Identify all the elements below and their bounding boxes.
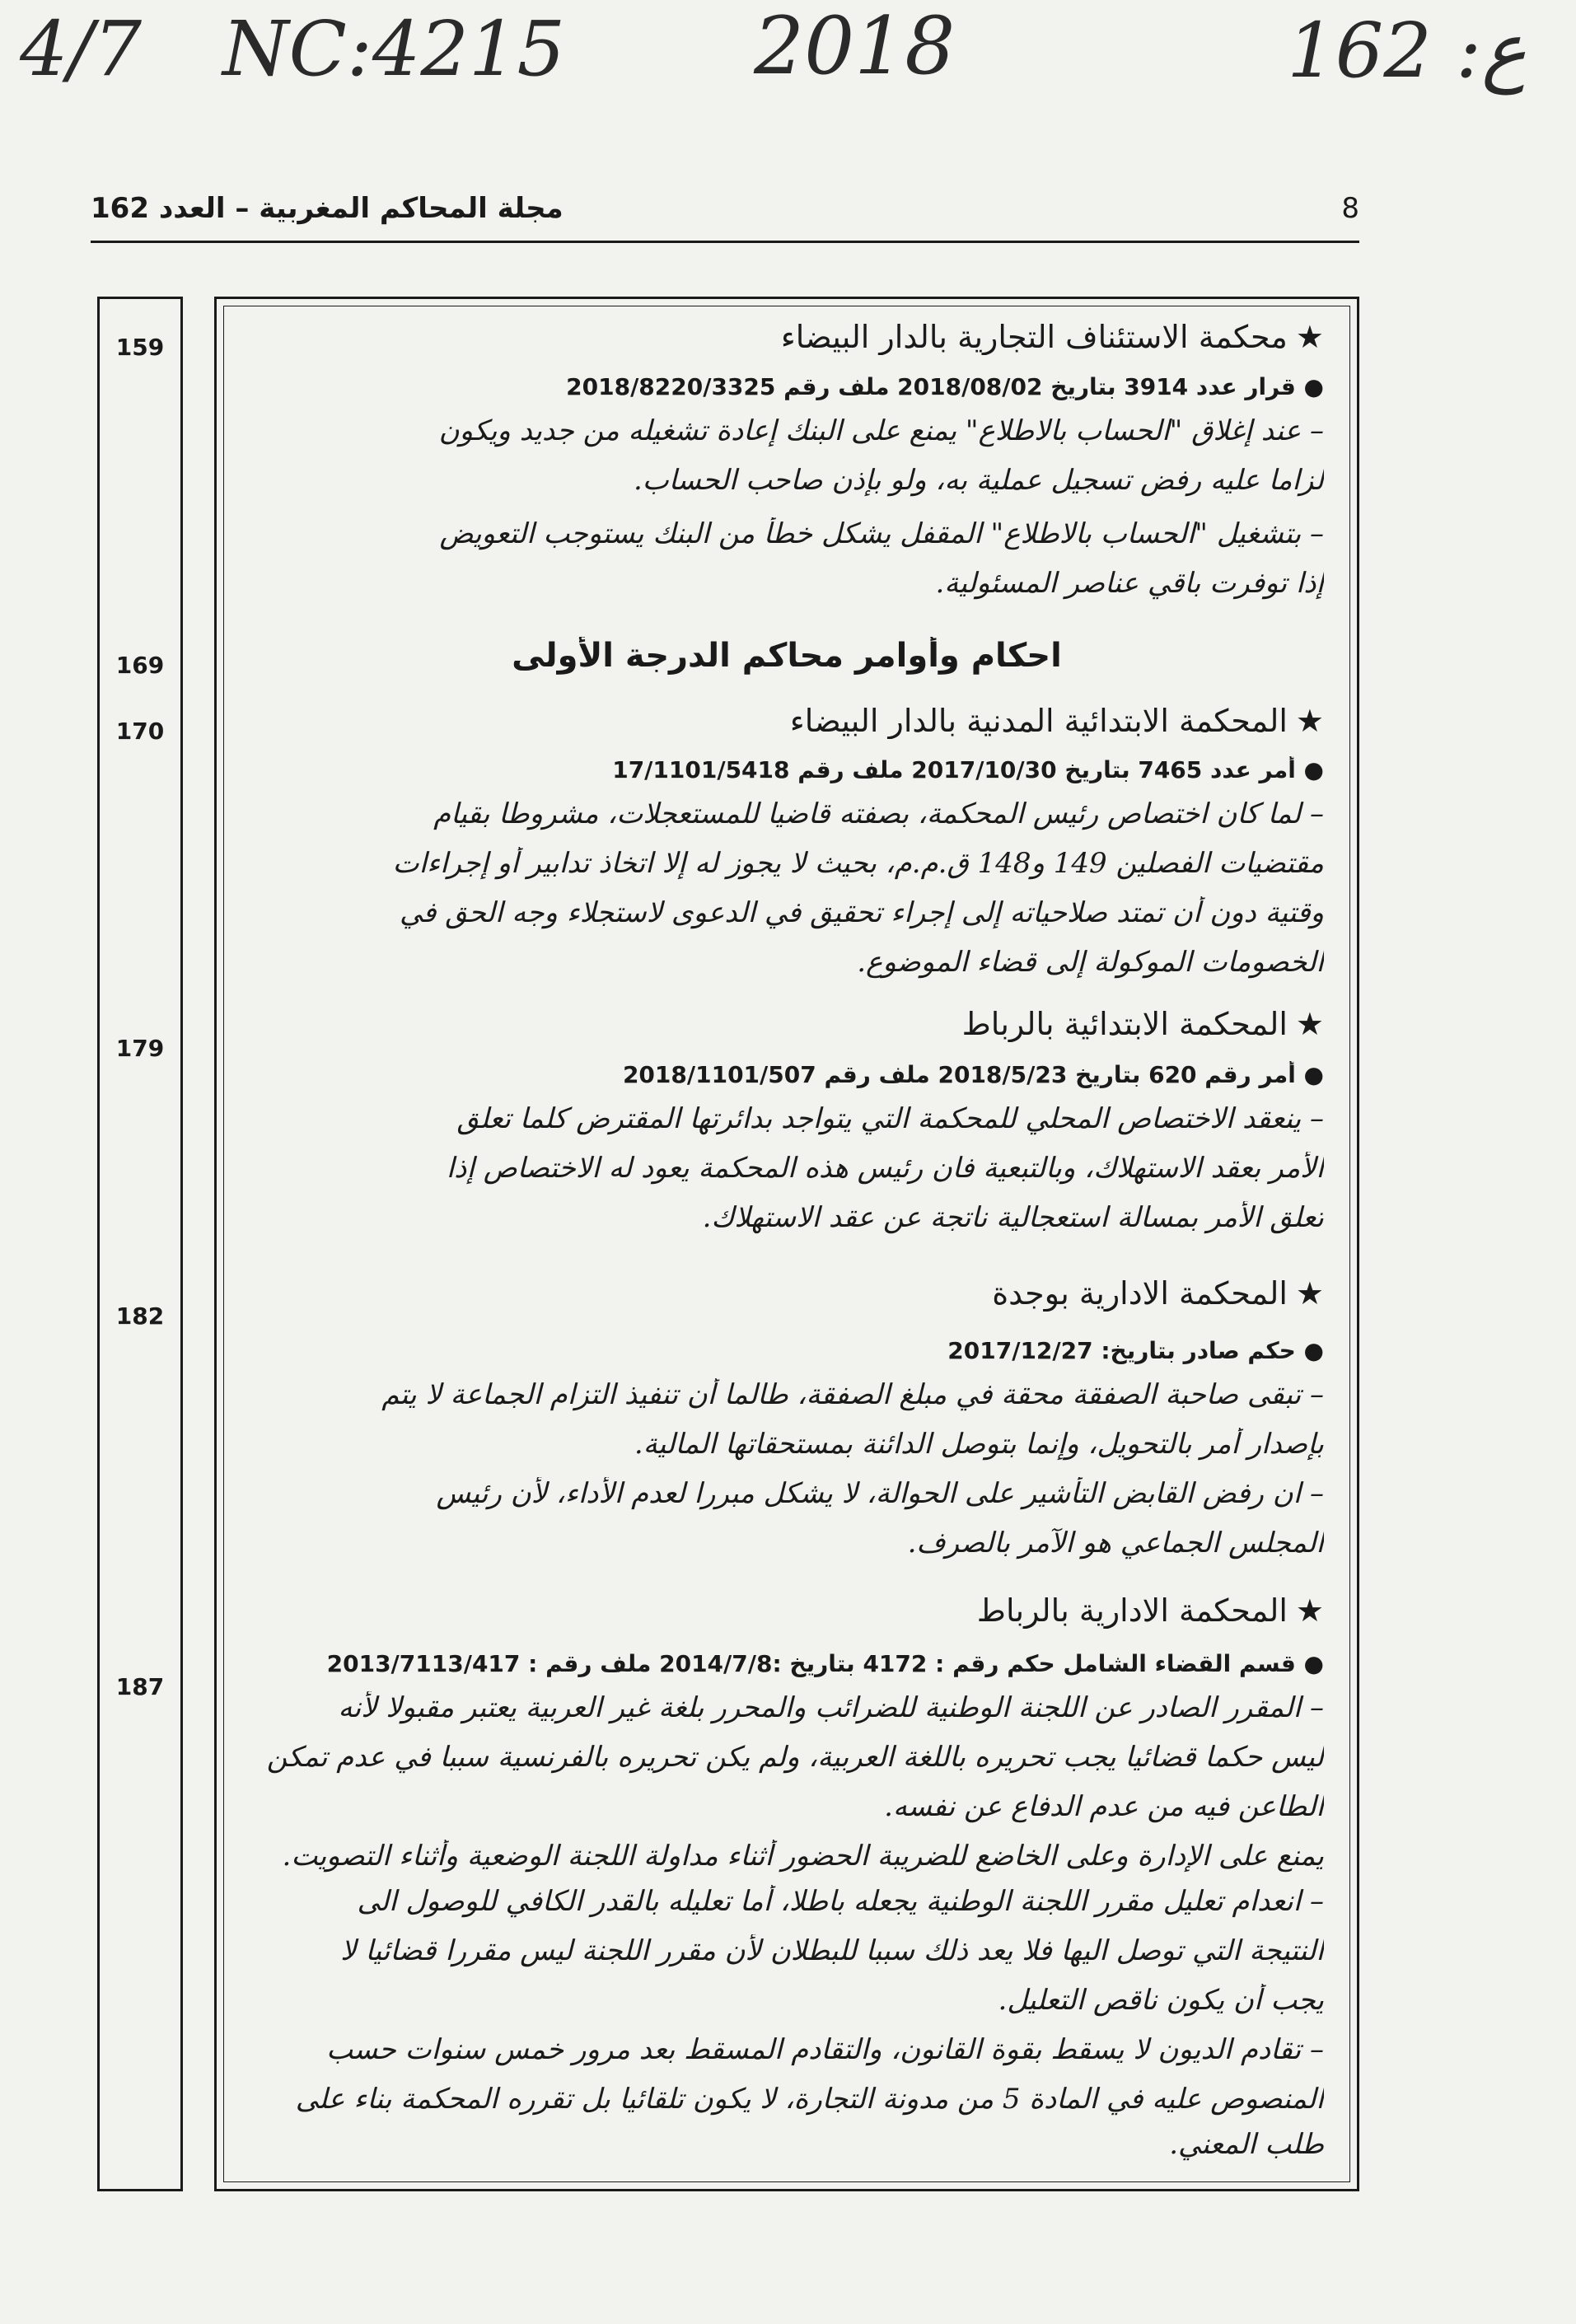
page-ref: 169: [115, 652, 165, 679]
summary-line: إذا توفرت باقي عناصر المسئولية.: [935, 567, 1324, 600]
summary-line: – ان رفض القابض التأشير على الحوالة، لا يشكل مبررا لعدم الأداء، لأن رئيس: [436, 1477, 1324, 1510]
court-name: ★المحكمة الابتدائية بالرباط: [961, 1006, 1324, 1042]
decision-ref: ● أمر عدد 7465 بتاريخ 2017/10/30 ملف رقم 17/1101/5418: [612, 756, 1324, 783]
summary-line: – تقادم الديون لا يسقط بقوة القانون، والتقادم المسقط بعد مرور خمس سنوات حسب: [326, 2033, 1324, 2066]
star-icon: ★: [1295, 319, 1324, 355]
page-number: 8: [1341, 192, 1359, 225]
decision-ref: ● أمر رقم 620 بتاريخ 2018/5/23 ملف رقم 2018/1101/507: [622, 1061, 1324, 1088]
page-ref: 182: [115, 1302, 165, 1330]
summary-line: النتيجة التي توصل اليها فلا يعد ذلك سببا للبطلان لأن مقرر اللجنة ليس مقررا قضائيا لا: [340, 1934, 1324, 1967]
summary-line: مقتضيات الفصلين 149 و148 ق.م.م، بحيث لا يجوز له إلا اتخاذ تدابير أو إجراءات: [392, 847, 1324, 880]
decision-ref: ● قسم القضاء الشامل حكم رقم : 4172 بتاريخ :2014/7/8 ملف رقم : 2013/7113/417: [326, 1650, 1324, 1677]
summary-line: – انعدام تعليل مقرر اللجنة الوطنية يجعله باطلا، أما تعليله بالقدر الكافي للوصول الى: [357, 1885, 1324, 1918]
summary-line: بإصدار أمر بالتحويل، وإنما بتوصل الدائنة بمستحقاتها المالية.: [634, 1428, 1324, 1461]
summary-line: – بتشغيل "الحساب بالاطلاع" المقفل يشكل خطأ من البنك يستوجب التعويض: [439, 517, 1324, 550]
star-icon: ★: [1295, 1006, 1324, 1042]
page-ref: 179: [115, 1035, 165, 1062]
handwritten-issue: ع: 162: [1287, 7, 1527, 95]
court-name: ★المحكمة الادارية بوجدة: [992, 1275, 1324, 1312]
running-header: [91, 185, 1359, 243]
page-ref: 170: [115, 718, 165, 745]
court-name: ★محكمة الاستئناف التجارية بالدار البيضاء: [780, 319, 1324, 355]
summary-line: – المقرر الصادر عن اللجنة الوطنية للضرائب والمحرر بلغة غير العربية يعتبر مقبولا لأنه: [338, 1691, 1324, 1724]
summary-line: الطاعن فيه من عدم الدفاع عن نفسه.: [884, 1790, 1324, 1823]
summary-line: – لما كان اختصاص رئيس المحكمة، بصفته قاضيا للمستعجلات، مشروطا بقيام: [433, 797, 1324, 830]
journal-title: مجلة المحاكم المغربية – العدد 162: [91, 192, 564, 225]
summary-line: طلب المعني.: [1169, 2128, 1324, 2161]
summary-line: وقتية دون أن تمتد صلاحياته إلى إجراء تحقيق في الدعوى لاستجلاء وجه الحق في: [399, 896, 1324, 929]
star-icon: ★: [1295, 1275, 1324, 1312]
star-icon: ★: [1295, 1592, 1324, 1629]
handwritten-nc-number: NC:4215: [222, 5, 566, 93]
handwritten-volume: 4/7: [20, 5, 143, 93]
summary-line: يمنع على الإدارة وعلى الخاضع للضريبة الحضور أثناء مداولة اللجنة الوضعية وأثناء التصويت.: [282, 1840, 1324, 1873]
summary-line: ليس حكما قضائيا يجب تحريره باللغة العربية، ولم يكن تحريره بالفرنسية سببا في عدم تمكن: [266, 1741, 1324, 1774]
court-name: ★المحكمة الادارية بالرباط: [976, 1592, 1324, 1629]
page-reference-column: [97, 297, 183, 2191]
summary-line: الأمر بعقد الاستهلاك، وبالتبعية فان رئيس هذه المحكمة يعود له الاختصاص إذا: [446, 1152, 1324, 1185]
summary-line: الخصومات الموكولة إلى قضاء الموضوع.: [857, 946, 1324, 979]
decision-ref: ● قرار عدد 3914 بتاريخ 2018/08/02 ملف رقم 2018/8220/3325: [566, 373, 1324, 400]
bullet-icon: ●: [1295, 373, 1324, 400]
content-frame: [214, 297, 1359, 2191]
bullet-icon: ●: [1295, 1650, 1324, 1677]
handwritten-year: 2018: [754, 0, 956, 92]
section-heading: احكام وأوامر محاكم الدرجة الأولى: [512, 637, 1062, 675]
header-rule: [91, 241, 1359, 243]
page-ref: 159: [115, 334, 165, 361]
decision-ref: ● حكم صادر بتاريخ: 2017/12/27: [947, 1337, 1324, 1364]
summary-line: لزاما عليه رفض تسجيل عملية به، ولو بإذن صاحب الحساب.: [633, 464, 1324, 497]
summary-line: – ينعقد الاختصاص المحلي للمحكمة التي يتواجد بدائرتها المقترض كلما تعلق: [456, 1102, 1324, 1135]
page-ref: 187: [115, 1673, 165, 1700]
court-name: ★المحكمة الابتدائية المدنية بالدار البيضاء: [789, 703, 1324, 739]
bullet-icon: ●: [1295, 1061, 1324, 1088]
summary-line: تعلق الأمر بمسالة استعجالية ناتجة عن عقد الاستهلاك.: [702, 1201, 1324, 1234]
summary-line: المجلس الجماعي هو الآمر بالصرف.: [907, 1527, 1324, 1559]
summary-line: – عند إغلاق "الحساب بالاطلاع" يمنع على البنك إعادة تشغيله من جديد ويكون: [438, 414, 1324, 447]
bullet-icon: ●: [1295, 756, 1324, 783]
bullet-icon: ●: [1295, 1337, 1324, 1364]
summary-line: المنصوص عليه في المادة 5 من مدونة التجارة، لا يكون تلقائيا بل تقرره المحكمة بناء على: [295, 2083, 1324, 2116]
summary-line: يجب أن يكون ناقص التعليل.: [998, 1984, 1324, 2017]
summary-line: – تبقى صاحبة الصفقة محقة في مبلغ الصفقة، طالما أن تنفيذ التزام الجماعة لا يتم: [381, 1378, 1324, 1411]
star-icon: ★: [1295, 703, 1324, 739]
